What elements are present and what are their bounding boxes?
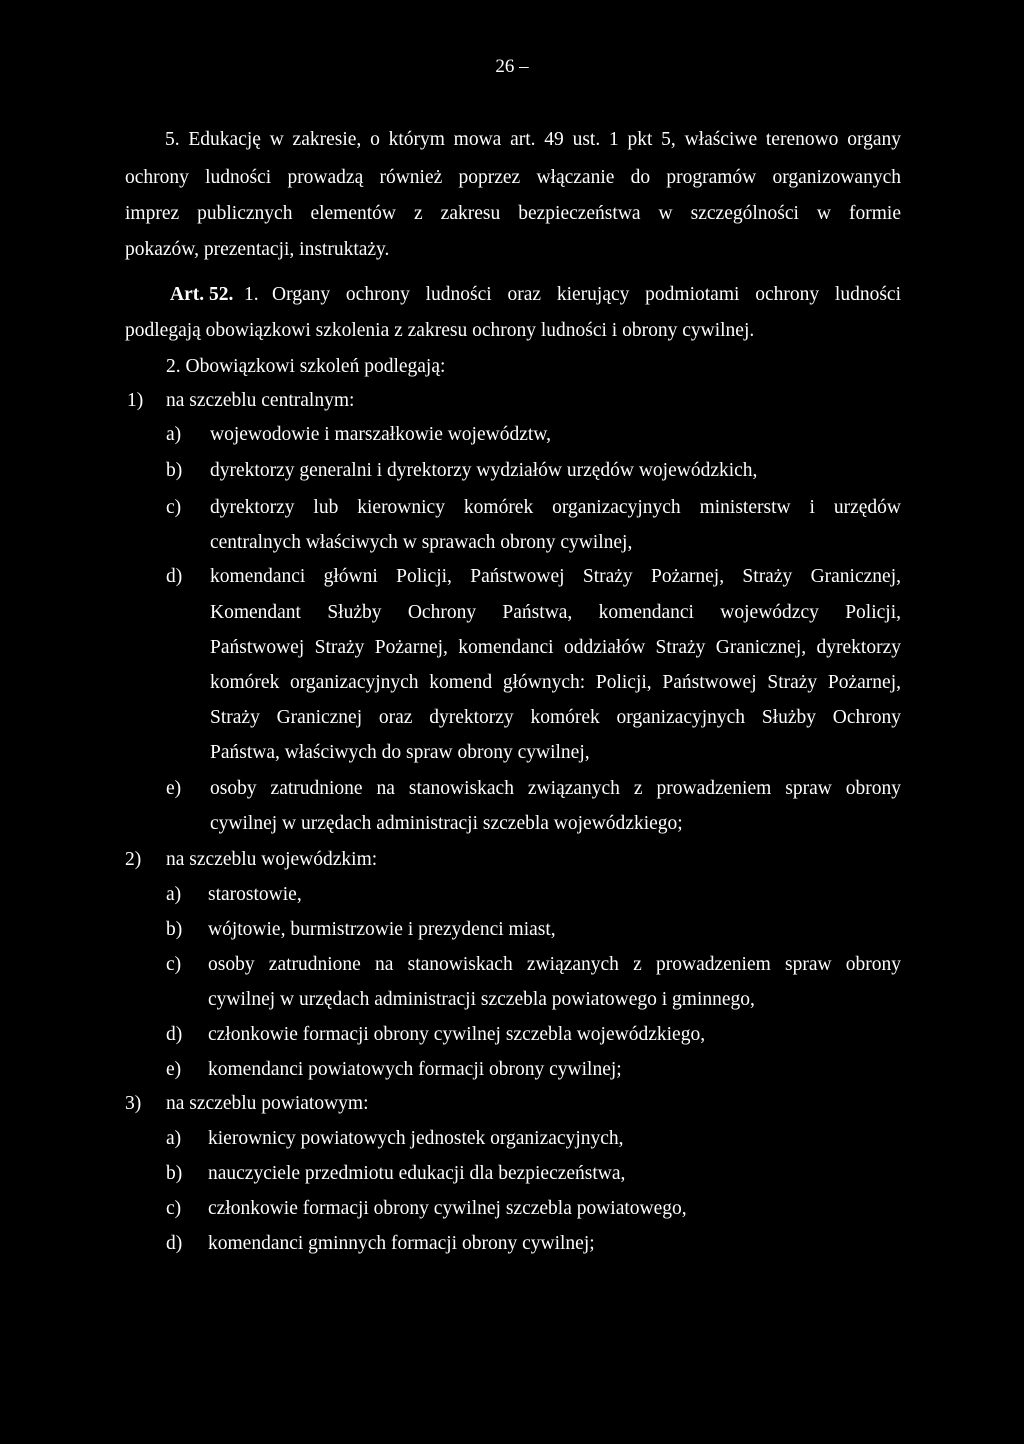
item-letter: b)	[166, 460, 183, 481]
point-number: 3)	[125, 1093, 142, 1114]
point-number: 1)	[127, 390, 144, 411]
item-text: centralnych właściwych w sprawach obrony cywilnej,	[210, 532, 633, 553]
article-text-line: Organy ochrony ludności oraz kierujący podmiotami ochrony ludności	[272, 284, 901, 305]
item-letter: a)	[166, 1128, 182, 1149]
article-heading: Art. 52.	[170, 284, 234, 305]
item-letter: b)	[166, 1163, 183, 1184]
item-letter: a)	[166, 424, 182, 445]
item-text: Państwowej Straży Pożarnej, komendanci oddziałów Straży Granicznej, dyrektorzy	[210, 637, 901, 658]
item-text: komendanci gminnych formacji obrony cywilnej;	[208, 1233, 595, 1254]
item-text: wojewodowie i marszałkowie województw,	[210, 424, 551, 445]
item-text: komendanci powiatowych formacji obrony cywilnej;	[208, 1059, 622, 1080]
item-text: starostowie,	[208, 884, 302, 905]
point-number: 2)	[125, 849, 142, 870]
item-text: cywilnej w urzędach administracji szczebla powiatowego i gminnego,	[208, 989, 755, 1010]
paragraph-line: ochrony ludności prowadzą również poprzez włączanie do programów organizowanych	[125, 167, 901, 188]
paragraph-line: pokazów, prezentacji, instruktaży.	[125, 239, 390, 260]
item-text: komendanci główni Policji, Państwowej Straży Pożarnej, Straży Granicznej,	[210, 566, 901, 587]
item-letter: a)	[166, 884, 182, 905]
item-text: dyrektorzy lub kierownicy komórek organizacyjnych ministerstw i urzędów	[210, 497, 901, 518]
paragraph-line: 5. Edukację w zakresie, o którym mowa art. 49 ust. 1 pkt 5, właściwe terenowo organy	[165, 129, 901, 150]
item-letter: e)	[166, 778, 182, 799]
item-letter: c)	[166, 954, 182, 975]
item-text: członkowie formacji obrony cywilnej szczebla powiatowego,	[208, 1198, 687, 1219]
item-letter: d)	[166, 1233, 183, 1254]
item-text: Komendant Służby Ochrony Państwa, komendanci wojewódzcy Policji,	[210, 602, 901, 623]
article-text-line: podlegają obowiązkowi szkolenia z zakresu ochrony ludności i obrony cywilnej.	[125, 320, 755, 341]
item-text: cywilnej w urzędach administracji szczebla wojewódzkiego;	[210, 813, 683, 834]
item-letter: c)	[166, 1198, 182, 1219]
item-letter: d)	[166, 566, 183, 587]
article-ust-number: 1.	[244, 284, 259, 305]
item-letter: c)	[166, 497, 182, 518]
item-letter: d)	[166, 1024, 183, 1045]
item-letter: b)	[166, 919, 183, 940]
item-text: członkowie formacji obrony cywilnej szczebla wojewódzkiego,	[208, 1024, 706, 1045]
item-text: wójtowie, burmistrzowie i prezydenci miast,	[208, 919, 556, 940]
item-text: Państwa, właściwych do spraw obrony cywilnej,	[210, 742, 590, 763]
item-text: osoby zatrudnione na stanowiskach związanych z prowadzeniem spraw obrony	[208, 954, 901, 975]
point-text: na szczeblu powiatowym:	[166, 1093, 369, 1114]
item-text: komórek organizacyjnych komend głównych: Policji, Państwowej Straży Pożarnej,	[210, 672, 901, 693]
paragraph-line: imprez publicznych elementów z zakresu bezpieczeństwa w szczególności w formie	[125, 203, 901, 224]
item-text: nauczyciele przedmiotu edukacji dla bezpieczeństwa,	[208, 1163, 626, 1184]
page-number: 26 –	[495, 56, 529, 77]
item-text: osoby zatrudnione na stanowiskach związanych z prowadzeniem spraw obrony	[210, 778, 901, 799]
item-text: dyrektorzy generalni i dyrektorzy wydziałów urzędów wojewódzkich,	[210, 460, 758, 481]
article-ust-2: 2. Obowiązkowi szkoleń podlegają:	[166, 356, 446, 377]
item-letter: e)	[166, 1059, 182, 1080]
point-text: na szczeblu wojewódzkim:	[166, 849, 378, 870]
point-text: na szczeblu centralnym:	[166, 390, 355, 411]
item-text: Straży Granicznej oraz dyrektorzy komórek organizacyjnych Służby Ochrony	[210, 707, 901, 728]
item-text: kierownicy powiatowych jednostek organizacyjnych,	[208, 1128, 624, 1149]
